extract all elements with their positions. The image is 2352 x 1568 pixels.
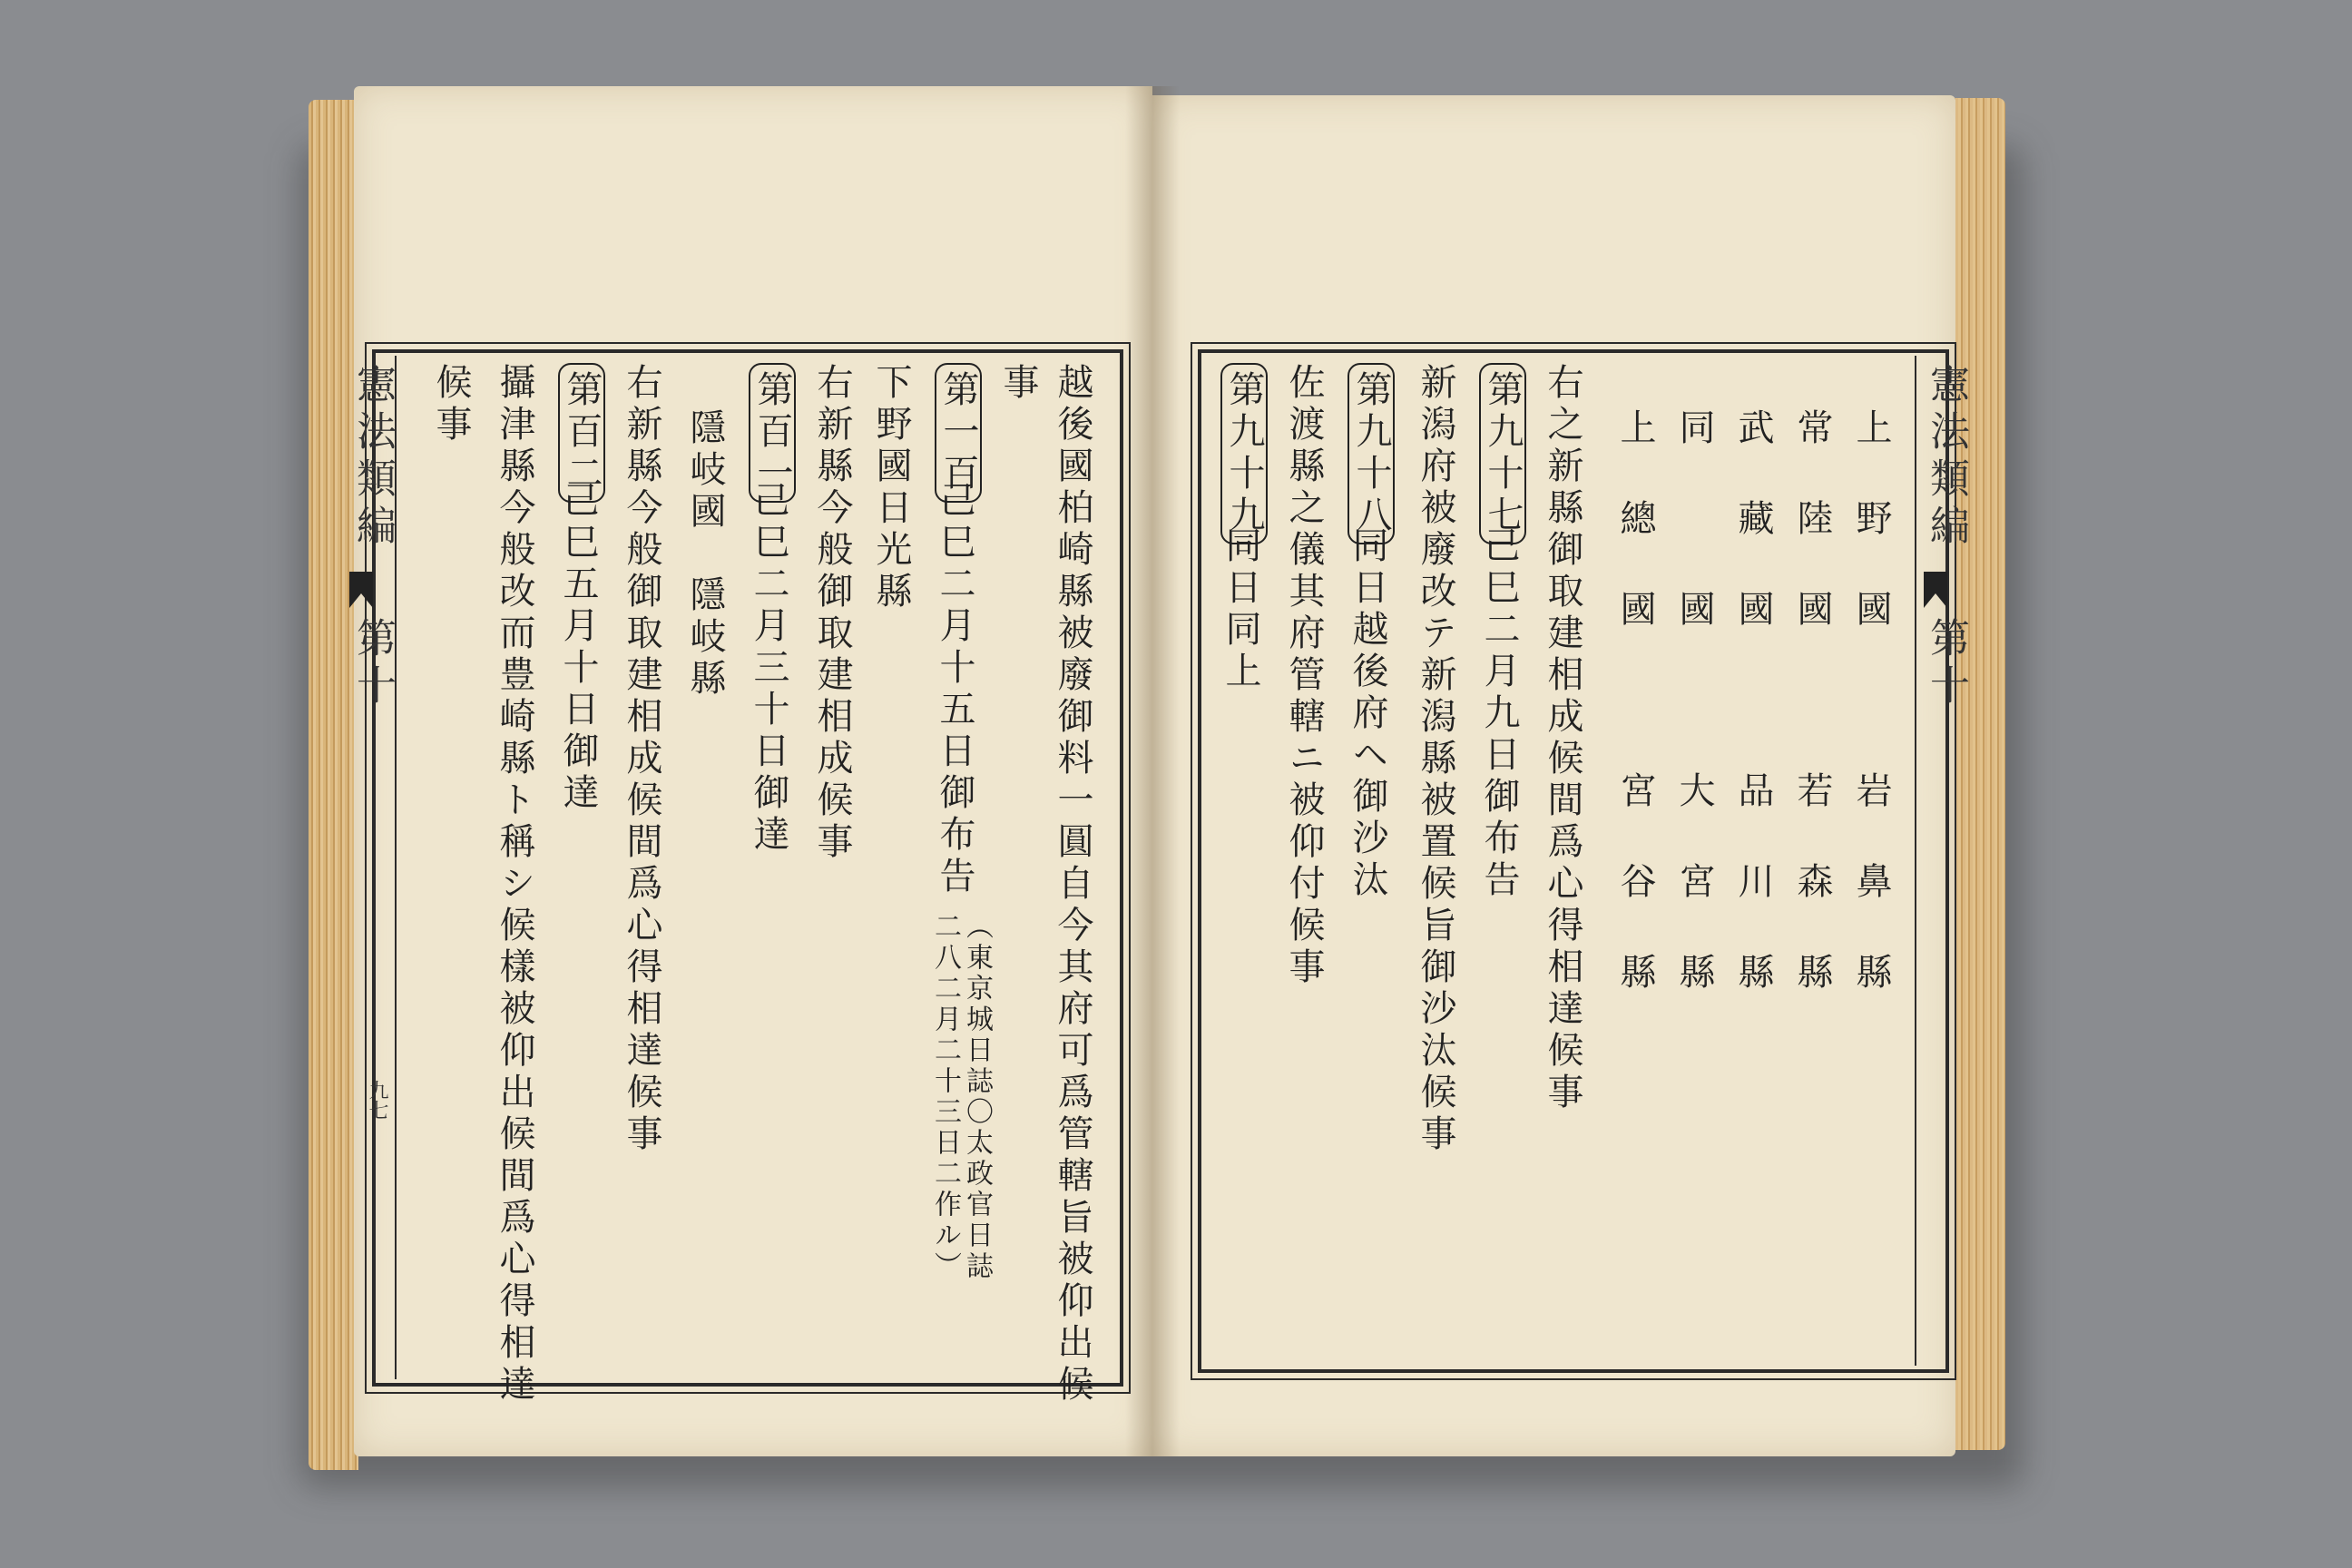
text-column: 攝津縣今般改而豊崎縣ト稱シ候樣被仰出候間爲心得相達 [494,363,535,1406]
right-running-title: 憲法類編 [1923,363,1969,552]
text-column: 己巳五月十日御達 [557,481,599,815]
annotation-column: 二八二月二十三日二作ル） [929,912,961,1282]
text-column: 新潟府被廢改テ新潟縣被置候旨御沙汰候事 [1415,363,1456,1156]
text-column: 己巳二月九日御布告 [1478,526,1520,902]
text-column: 隱岐國 隱岐縣 [684,408,726,701]
province-county-row: 同 國 大宮縣 [1673,408,1715,1044]
text-column: 右之新縣御取建相成候間爲心得相達候事 [1542,363,1583,1114]
right-page-edges [1951,98,2005,1450]
right-running-section: 第十 [1923,617,1969,711]
entry-number-label: 第一百 [935,363,982,503]
text-column: 己巳二月十五日御布告 [934,481,975,898]
text-column: 己巳二月三十日御達 [748,481,789,857]
province-county-row: 上野國 岩鼻縣 [1850,408,1892,1044]
text-column: 下野國日光縣 [870,363,912,613]
text-column: 同日越後府ヘ御沙汰 [1347,526,1388,902]
text-column: 候事 [430,363,472,446]
text-column: 越後國柏崎縣被廢御料一圓自今其府可爲管轄旨被仰出候 [1052,363,1093,1406]
left-running-section: 第十 [349,617,396,711]
entry-number-label: 第九十九 [1220,363,1268,544]
entry-number-label: 第百一 [749,363,796,503]
text-column: 同日同上 [1220,526,1261,693]
left-page-edges [309,100,358,1470]
entry-number-label: 第九十八 [1348,363,1395,544]
left-running-title: 憲法類編 [349,363,396,552]
text-column: 事 [997,363,1039,405]
text-column: 右新縣今般御取建相成候間爲心得相達候事 [621,363,662,1156]
province-county-row: 常陸國 若森縣 [1791,408,1833,1044]
text-column: 佐渡縣之儀其府管轄ニ被仰付候事 [1283,363,1325,989]
province-county-row: 武藏國 品川縣 [1732,408,1774,1044]
left-folio: 九七 [366,1080,388,1120]
entry-number-label: 第百二 [558,363,605,503]
province-county-row: 上總國 宮谷縣 [1614,408,1656,1044]
book-gutter [1125,86,1180,1456]
annotation-column: （東京城日誌〇太政官日誌 [961,912,993,1282]
text-column: 右新縣今般御取建相成候事 [811,363,853,864]
entry-number-label: 第九十七 [1479,363,1526,544]
